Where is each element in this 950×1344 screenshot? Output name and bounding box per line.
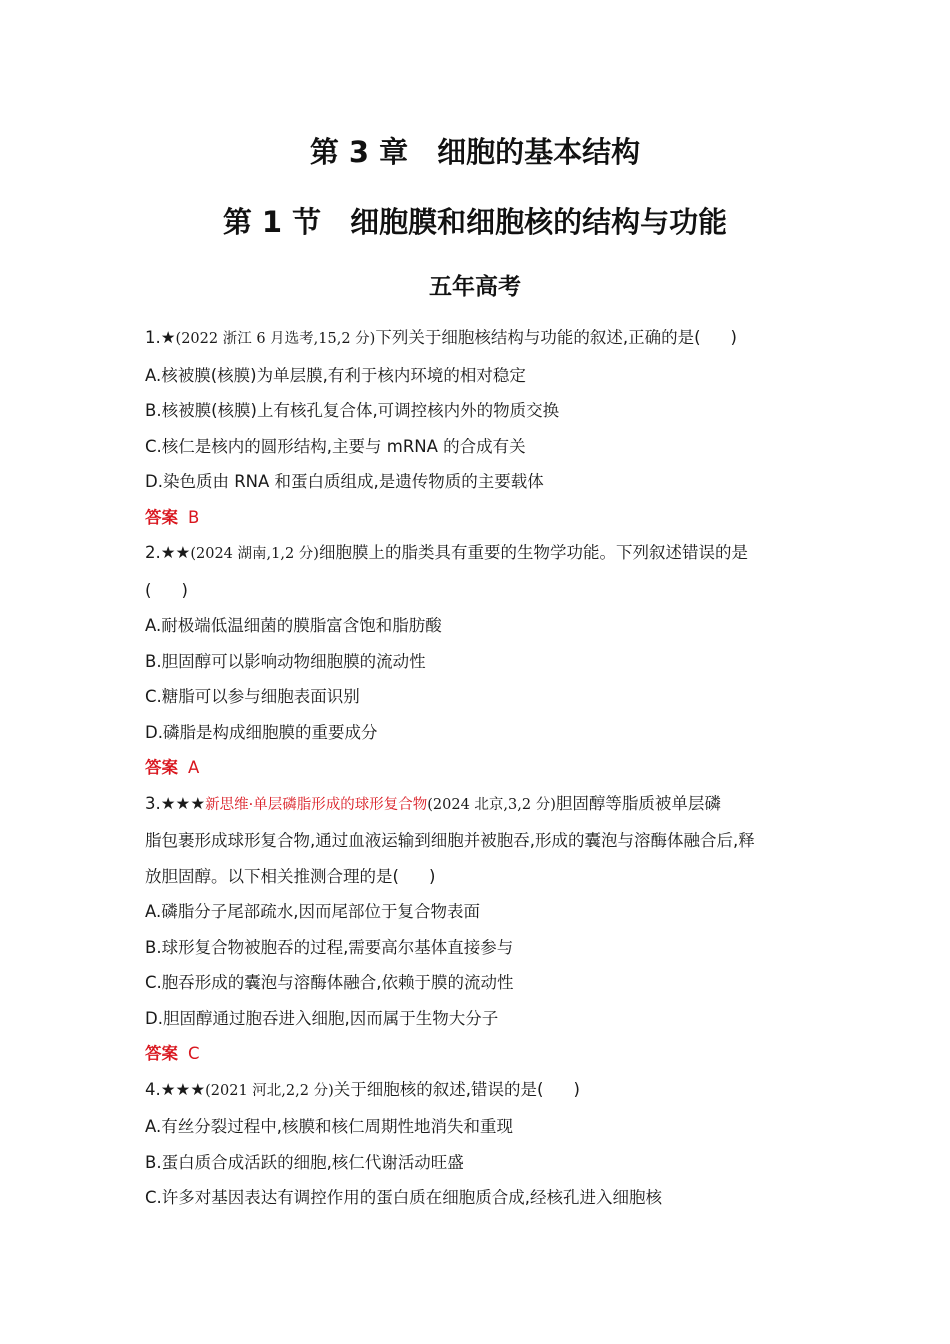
question-source: (2024 北京,3,2 分) xyxy=(427,796,556,813)
question-4-stem: 4.★★★(2021 河北,2,2 分)关于细胞核的叙述,错误的是( ) xyxy=(145,1079,580,1099)
option-d: D.染色质由 RNA 和蛋白质组成,是遗传物质的主要载体 xyxy=(145,472,544,491)
difficulty-stars: ★★ xyxy=(160,543,191,562)
answer-value: B xyxy=(188,507,200,527)
answer xyxy=(145,500,825,536)
answer xyxy=(145,750,825,786)
section-title: 第 1 节 细胞膜和细胞核的结构与功能 xyxy=(222,205,728,239)
question-tag: 新思维·单层磷脂形成的球形复合物 xyxy=(205,796,428,813)
question-2-stem xyxy=(145,535,825,573)
question-number: 3. xyxy=(145,793,161,813)
option-a: A.有丝分裂过程中,核膜和核仁周期性地消失和重现 xyxy=(145,1117,513,1136)
option-b: B.蛋白质合成活跃的细胞,核仁代谢活动旺盛 xyxy=(145,1152,464,1172)
question-source: (2021 河北,2,2 分) xyxy=(205,1082,334,1099)
question-text: 细胞膜上的脂类具有重要的生物学功能。下列叙述错误的是 xyxy=(318,543,748,562)
question-1-stem: 1.★(2022 浙江 6 月选考,15,2 分)下列关于细胞核结构与功能的叙述,正确的是( ) xyxy=(145,328,737,347)
answer-label: 答案 xyxy=(145,758,178,777)
question-3-stem-line2: 脂包裹形成球形复合物,通过血液运输到细胞并被胞吞,形成的囊泡与溶酶体融合后,释 xyxy=(145,831,755,850)
question-list xyxy=(145,320,825,1216)
option-d: D.胆固醇通过胞吞进入细胞,因而属于生物大分子 xyxy=(145,1008,499,1028)
question-number: 4. xyxy=(145,1079,161,1099)
option-b: B.胆固醇可以影响动物细胞膜的流动性 xyxy=(145,651,426,671)
question-3-stem-line3: 放胆固醇。以下相关推测合理的是( ) xyxy=(145,866,436,886)
answer-value: C xyxy=(188,1044,200,1063)
question-text: 关于细胞核的叙述,错误的是( xyxy=(333,1079,544,1099)
option-c: C.糖脂可以参与细胞表面识别 xyxy=(145,687,360,706)
option-c: C.胞吞形成的囊泡与溶酶体融合,依赖于膜的流动性 xyxy=(145,973,514,992)
chapter-title: 第 3 章 细胞的基本结构 xyxy=(309,135,641,169)
option-c: C.核仁是核内的圆形结构,主要与 mRNA 的合成有关 xyxy=(145,436,526,456)
option-b: B.核被膜(核膜)上有核孔复合体,可调控核内外的物质交换 xyxy=(145,401,560,420)
question-source: (2024 湖南,1,2 分) xyxy=(190,546,319,562)
option-c: C.许多对基因表达有调控作用的蛋白质在细胞质合成,经核孔进入细胞核 xyxy=(145,1188,663,1207)
option-a: A.耐极端低温细菌的膜脂富含饱和脂肪酸 xyxy=(145,616,442,635)
question-3-stem xyxy=(145,786,825,824)
option-d: D.磷脂是构成细胞膜的重要成分 xyxy=(145,722,378,742)
option-b: B.球形复合物被胞吞的过程,需要高尔基体直接参与 xyxy=(145,937,514,957)
subsection-title: 五年高考 xyxy=(429,274,521,300)
question-text: 下列关于细胞核结构与功能的叙述,正确的是( xyxy=(375,328,701,347)
question-text: 胆固醇等脂质被单层磷 xyxy=(555,793,721,813)
difficulty-stars: ★★★ xyxy=(160,1079,206,1099)
answer-label: 答案 xyxy=(145,1044,178,1063)
answer-value: A xyxy=(188,758,200,777)
question-source: (2022 浙江 6 月选考,15,2 分) xyxy=(175,331,376,347)
answer-label: 答案 xyxy=(145,507,178,527)
difficulty-stars: ★ xyxy=(160,328,176,347)
answer xyxy=(145,1036,825,1072)
question-2-bracket: ( ) xyxy=(145,580,188,600)
question-number: 2. xyxy=(145,543,161,562)
option-a: A.磷脂分子尾部疏水,因而尾部位于复合物表面 xyxy=(145,902,480,921)
question-number: 1. xyxy=(145,328,161,347)
difficulty-stars: ★★★ xyxy=(160,793,206,813)
option-a: A.核被膜(核膜)为单层膜,有利于核内环境的相对稳定 xyxy=(145,365,526,385)
